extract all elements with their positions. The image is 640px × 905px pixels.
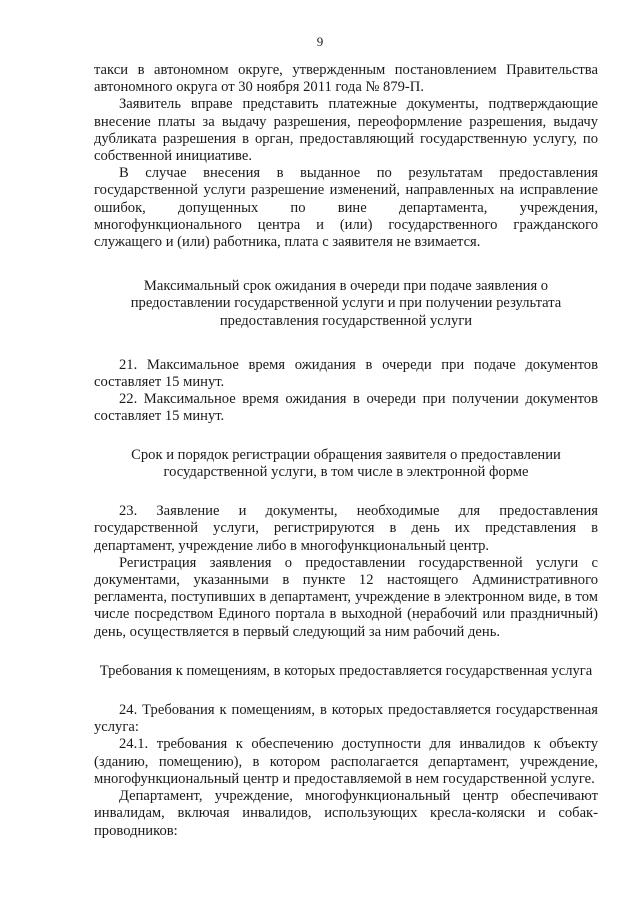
paragraph-24-1: 24.1. требования к обеспечению доступности для инвалидов к объекту (зданию, помещению), в котором располагается департамент, учреждение, многофункциональный центр и предоставляемой в нем государственной услуге. xyxy=(94,736,598,787)
paragraph-22: 22. Максимальное время ожидания в очереди при получении документов составляет 15 минут. xyxy=(94,390,598,424)
paragraph-24: 24. Требования к помещениям, в которых предоставляется государственная услуга: xyxy=(94,702,598,736)
paragraph-error-correction: В случае внесения в выданное по результатам предоставления государственной услуги разрешение изменений, направленных на исправление ошибок, допущенных по вине департамента, учреждения, многофункционального центра и (или) государственного гражданского служащего и (или) работника, плата с заявителя не взимается. xyxy=(94,165,598,251)
document-body xyxy=(94,62,598,840)
paragraph-accessibility: Департамент, учреждение, многофункциональный центр обеспечивают инвалидам, включая инвалидов, использующих кресла-коляски и собак-проводников: xyxy=(94,788,598,839)
paragraph-taxi-continuation: такси в автономном округе, утвержденным постановлением Правительства автономного округа от 30 ноября 2011 года № 879-П. xyxy=(94,62,598,96)
paragraph-payment-documents: Заявитель вправе представить платежные документы, подтверждающие внесение платы за выдачу разрешения, переоформление разрешения, выдачу дубликата разрешения в орган, предоставляющий государственную услугу, по собственной инициативе. xyxy=(94,96,598,165)
page-number: 9 xyxy=(316,34,324,49)
heading-premises: Требования к помещениям, в которых предоставляется государственная услуга xyxy=(99,662,593,679)
heading-registration: Срок и порядок регистрации обращения заявителя о предоставлении государственной услуги, в том числе в электронной форме xyxy=(131,446,561,481)
paragraph-23: 23. Заявление и документы, необходимые для предоставления государственной услуги, регистрируются в день их представления в департамент, учреждение либо в многофункциональный центр. xyxy=(94,503,598,554)
paragraph-21: 21. Максимальное время ожидания в очереди при подаче документов составляет 15 минут. xyxy=(94,356,598,390)
heading-queue-time: Максимальный срок ожидания в очереди при подаче заявления о предоставлении государственной услуги и при получении результата предоставления государственной услуги xyxy=(130,278,562,329)
paragraph-electronic-registration: Регистрация заявления о предоставлении государственной услуги с документами, указанными в пункте 12 настоящего Административного регламента, поступивших в департамент, учреждение в электронном виде, в том числе посредством Единого портала в выходной (нерабочий или праздничный) день, осуществляется в первый следующий за ним рабочий день. xyxy=(94,554,598,640)
